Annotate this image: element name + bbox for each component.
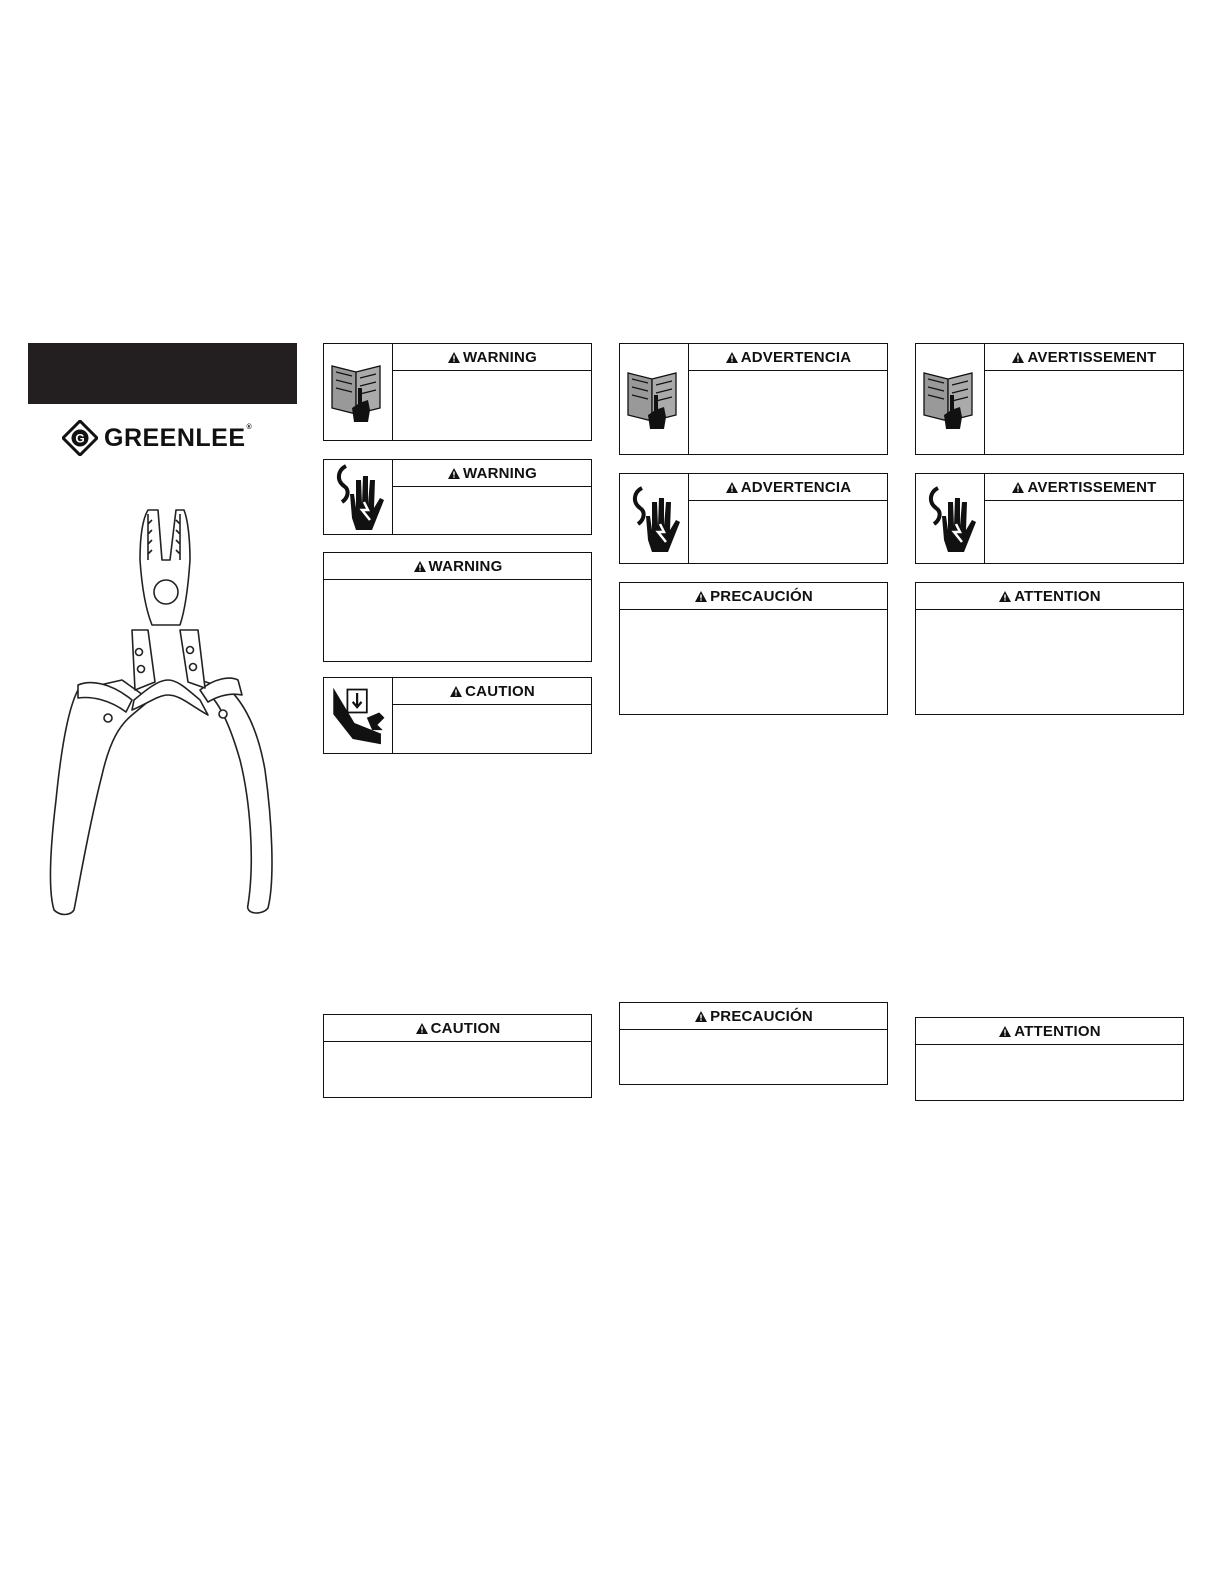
read-manual-icon [620, 344, 689, 454]
warning-triangle-icon [694, 590, 708, 603]
brand-logo [62, 420, 252, 456]
caution-pinch-box [323, 677, 592, 754]
electric-shock-hand-icon [620, 474, 689, 563]
caution-header: CAUTION [324, 1015, 591, 1042]
precaucion-text-box [619, 582, 888, 715]
avertissement-header: AVERTISSEMENT [985, 344, 1183, 371]
warning-triangle-icon [725, 481, 739, 494]
title-bar [28, 343, 297, 404]
warning-triangle-icon [725, 351, 739, 364]
caution-text-box [323, 1014, 592, 1098]
precaucion-header: PRECAUCIÓN [620, 583, 887, 610]
warning-shock-box [323, 459, 592, 535]
read-manual-icon [916, 344, 985, 454]
greenlee-g-logo [62, 420, 98, 456]
attention-text-box [915, 582, 1184, 715]
avertissement-read-manual-box [915, 343, 1184, 455]
warning-triangle-icon [447, 467, 461, 480]
brand-name: GREENLEE® [104, 423, 253, 452]
warning-read-manual-box [323, 343, 592, 441]
read-manual-icon [324, 344, 393, 440]
warning-header: WARNING [393, 460, 591, 487]
electric-shock-hand-icon [916, 474, 985, 563]
warning-triangle-icon [998, 1025, 1012, 1038]
svg-text:G: G [75, 431, 85, 446]
pinch-point-hand-icon [324, 678, 393, 753]
advertencia-header: ADVERTENCIA [689, 344, 887, 371]
avertissement-shock-box [915, 473, 1184, 564]
warning-triangle-icon [694, 1010, 708, 1023]
attention-header: ATTENTION [916, 583, 1183, 610]
warning-triangle-icon [1011, 481, 1025, 494]
attention-text-box-2 [915, 1017, 1184, 1101]
attention-header: ATTENTION [916, 1018, 1183, 1045]
advertencia-header: ADVERTENCIA [689, 474, 887, 501]
warning-header: WARNING [324, 553, 591, 580]
advertencia-read-manual-box [619, 343, 888, 455]
advertencia-shock-box [619, 473, 888, 564]
warning-triangle-icon [415, 1022, 429, 1035]
warning-triangle-icon [413, 560, 427, 573]
avertissement-header: AVERTISSEMENT [985, 474, 1183, 501]
warning-text-box [323, 552, 592, 662]
precaucion-text-box-2 [619, 1002, 888, 1085]
electric-shock-hand-icon [324, 460, 393, 534]
warning-triangle-icon [449, 685, 463, 698]
warning-triangle-icon [1011, 351, 1025, 364]
warning-triangle-icon [998, 590, 1012, 603]
warning-triangle-icon [447, 351, 461, 364]
caution-header: CAUTION [393, 678, 591, 705]
warning-header: WARNING [393, 344, 591, 371]
precaucion-header: PRECAUCIÓN [620, 1003, 887, 1030]
crimping-plier-illustration [40, 500, 290, 920]
